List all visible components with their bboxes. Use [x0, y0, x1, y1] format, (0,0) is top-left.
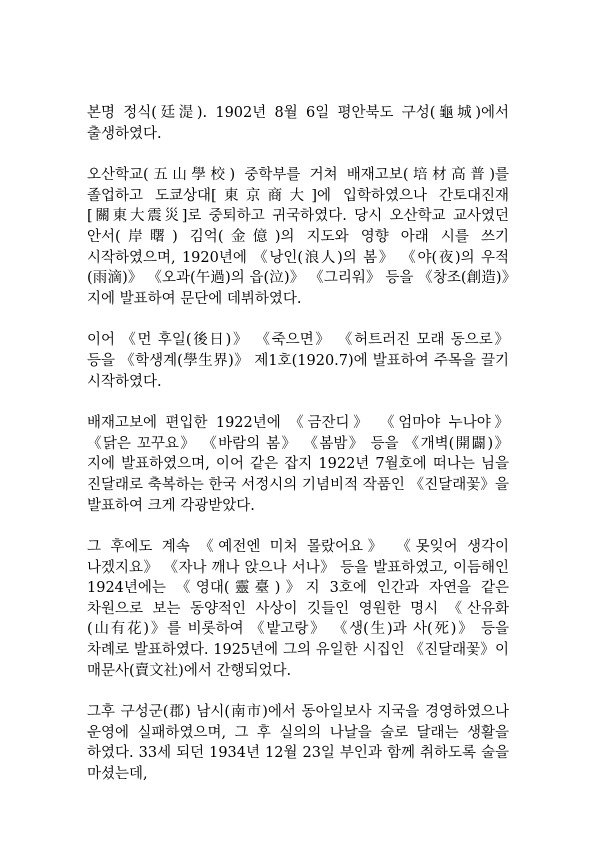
document-body: [87, 103, 509, 806]
paragraph-final-years: 그후 구성군(郡) 남시(南市)에서 동아일보사 지국을 경영하였으나 운영에 실패하였으며, 그 후 실의의 나날을 술로 달래는 생활을 하였다. 33세 되던 1934년 12월 23일 부인과 함께 취하도록 술을 마셨는데,: [87, 704, 509, 783]
paragraph-birth: 본명 정식(廷湜). 1902년 8월 6일 평안북도 구성(龜城)에서 출생하였다.: [87, 105, 509, 142]
paragraph-azalea: 배재고보에 편입한 1922년에 《금잔디》 《엄마야 누나야》 《닭은 꼬꾸요》 《바람의 봄》 《봄밤》 등을 《개벽(開闢)》지에 발표하였으며, 이어 같은 잡지 1922년 7월호에 떠나는 님을 진달래로 축복하는 한국 서정시의 기념비적 작품인 《진달래꽃》을 발표하여 크게 각광받았다.: [87, 415, 509, 514]
paragraph-early-works: 이어 《먼 후일(後日)》 《죽으면》 《허트러진 모래 동으로》 등을 《학생계(學生界)》 제1호(1920.7)에 발표하여 주목을 끌기 시작하였다.: [87, 332, 509, 390]
paragraph-later-works: 그 후에도 계속 《예전엔 미처 몰랐어요》 《못잊어 생각이 나겠지요》 《자나 깨나 앉으나 서나》 등을 발표하였고, 이듬해인 1924년에는 《영대(靈臺)》지 3호에 인간과 자연을 같은 차원으로 보는 동양적인 사상이 깃들인 영원한 명시 《산유화(山有花)》를 비롯하여 《밭고랑》 《생(生)과 사(死)》 등을 차례로 발표하였다. 1925년에 그의 유일한 시집인 《진달래꽃》이 매문사(賣文社)에서 간행되었다.: [87, 539, 509, 679]
paragraph-education-debut: 오산학교(五山學校) 중학부를 거쳐 배재고보(培材高普)를 졸업하고 도쿄상대[東京商大]에 입학하였으나 간토대진재[關東大震災]로 중퇴하고 귀국하였다. 당시 오산학교 교사였던 안서(岸曙) 김억(金億)의 지도와 영향 아래 시를 쓰기 시작하였으며, 1920년에 《낭인(浪人)의 봄》 《야(夜)의 우적(雨滴)》 《오과(午過)의 읍(泣)》 《그리워》 등을 《창조(創造)》지에 발표하여 문단에 데뷔하였다.: [87, 167, 509, 307]
